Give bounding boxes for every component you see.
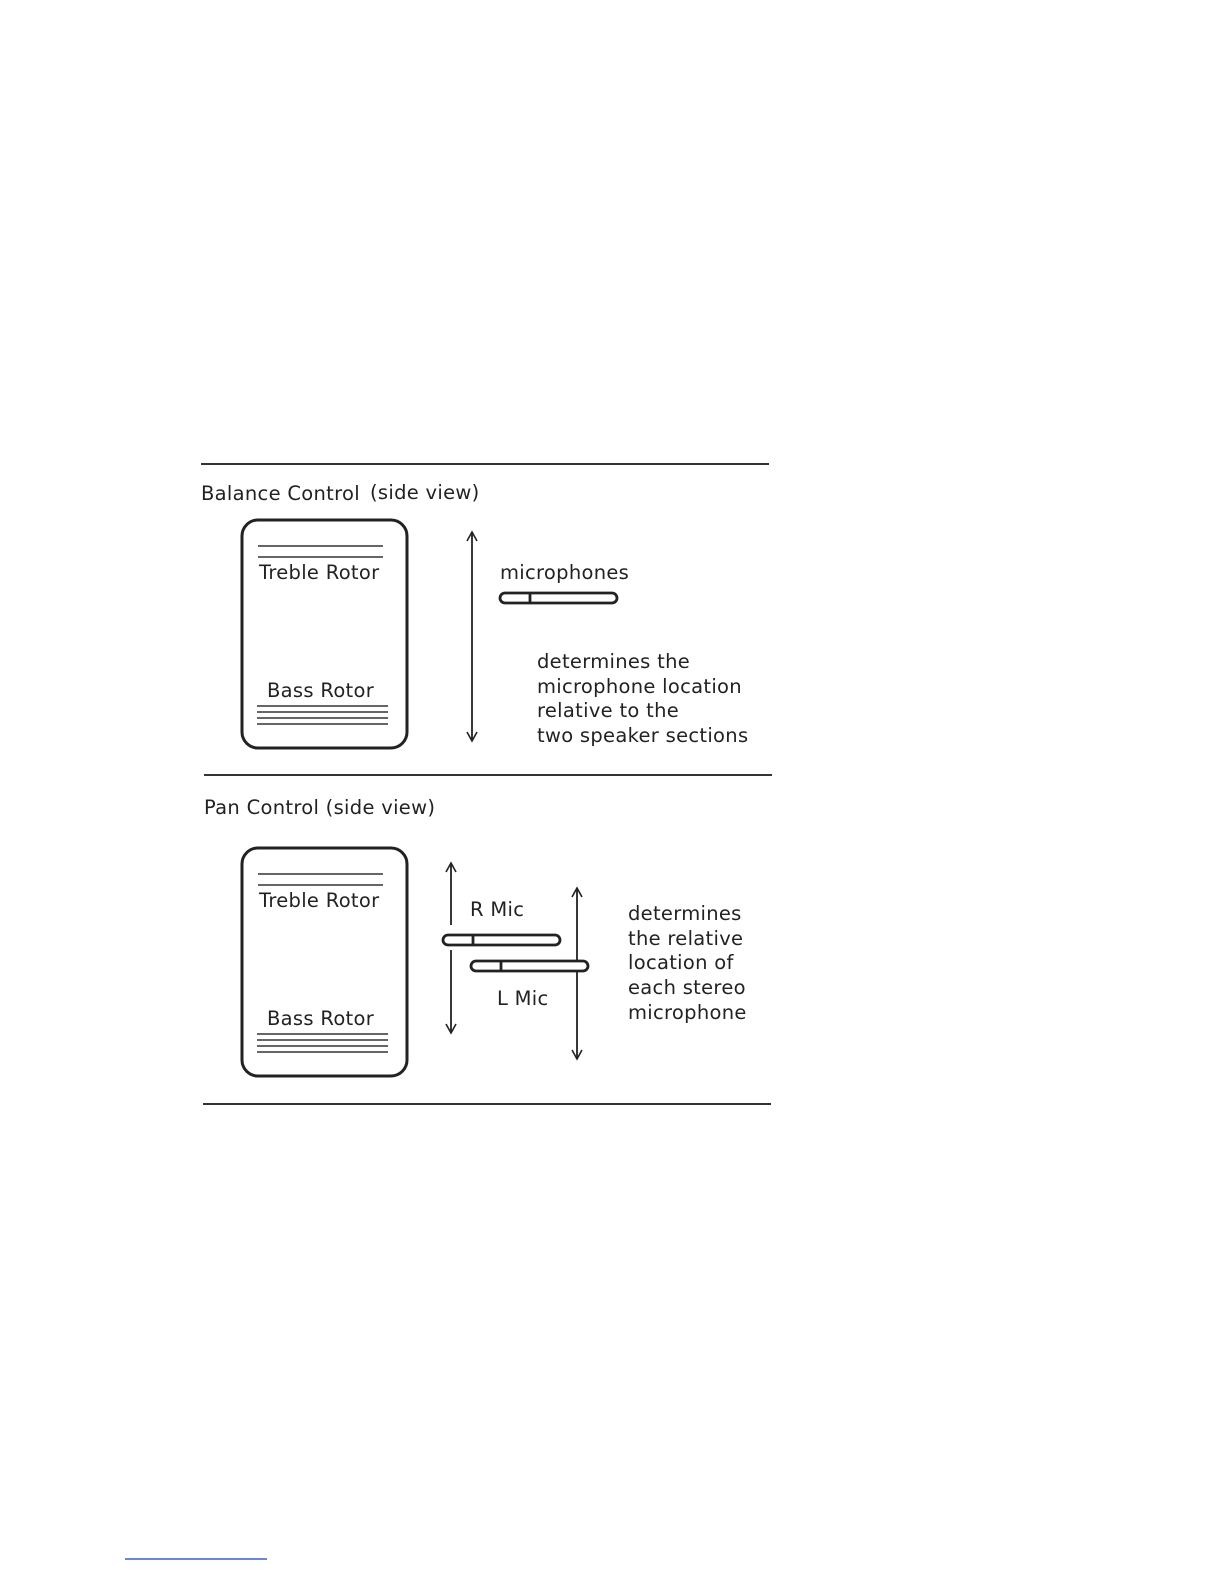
l-microphone	[471, 961, 588, 971]
balance-bass-label: Bass Rotor	[267, 679, 375, 702]
balance-title-suffix: (side view)	[370, 481, 480, 504]
balance-description	[537, 650, 748, 747]
pan-description-line: each stereo	[628, 976, 746, 999]
balance-description-line: determines the	[537, 650, 691, 673]
pan-bass-label: Bass Rotor	[267, 1007, 375, 1030]
l-mic-label: L Mic	[497, 987, 549, 1010]
balance-title: Balance Control	[201, 482, 360, 505]
balance-speaker-cabinet	[242, 520, 407, 748]
balance-description-line: two speaker sections	[537, 724, 749, 747]
pan-section	[204, 796, 747, 1076]
pan-description-line: microphone	[628, 1001, 747, 1024]
pan-title: Pan Control (side view)	[204, 796, 436, 819]
pan-treble-label: Treble Rotor	[259, 889, 380, 912]
balance-section	[201, 481, 748, 748]
pan-description	[628, 902, 747, 1024]
r-mic-label: R Mic	[470, 898, 525, 921]
pan-description-line: determines	[628, 902, 742, 925]
pan-speaker-cabinet	[242, 848, 407, 1076]
balance-mic-label: microphones	[500, 561, 630, 584]
pan-description-line: location of	[628, 951, 734, 974]
balance-description-line: microphone location	[537, 675, 742, 698]
pan-description-line: the relative	[628, 927, 744, 950]
r-microphone	[443, 935, 560, 945]
balance-treble-label: Treble Rotor	[259, 561, 380, 584]
balance-microphone	[500, 593, 617, 603]
balance-description-line: relative to the	[537, 699, 680, 722]
